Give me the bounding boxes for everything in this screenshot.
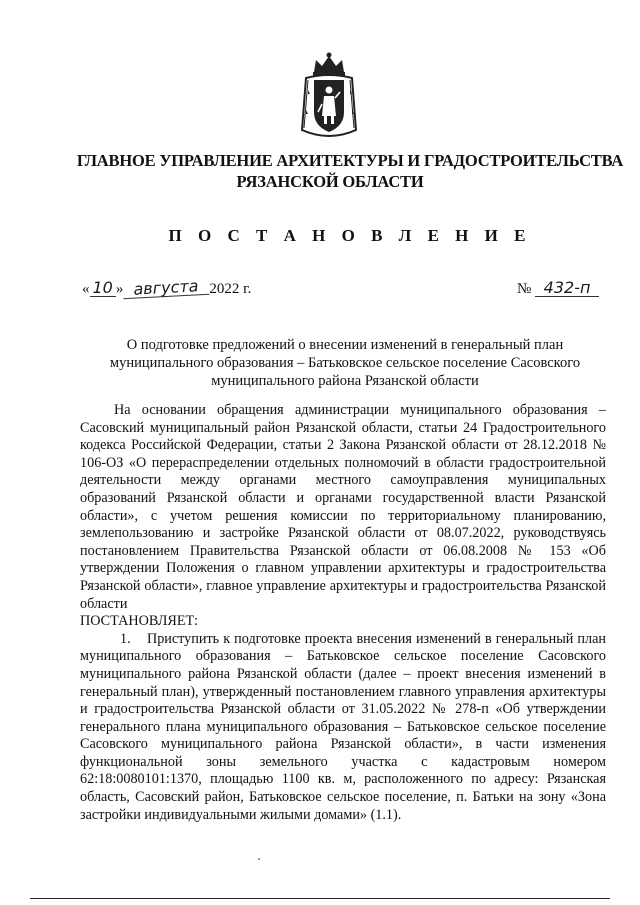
scan-speck: [258, 858, 260, 860]
document-type-title: П О С Т А Н О В Л Е Н И Е: [168, 226, 532, 245]
date-close-quote: »: [115, 281, 124, 297]
number-prefix: №: [517, 281, 532, 297]
item-1-paragraph: 1. Приступить к подготовке проекта внесения изменений в генеральный план муниципального образования – Батьковское сельское поселение Сасовского муниципального района Рязанской области (далее – проект внесения изменений в генеральный план), утвержденный постановлением главного управления архитектуры и градостроительства Рязанской области от 31.05.2022 № 278-п «Об утверждении генерального плана муниципального образования – Батьковское сельское поселение Сасовского муниципального района Рязанской области», в части изменения функциональной зоны земельного участка с кадастровым номером 62:18:0080101:1370, площадью 1100 кв. м, расположенного по адресу: Рязанская область, Сасовский район, Батьковское сельское поселение, п. Батьки на зону «Зона застройки индивидуальными жилыми домами» (1.1).: [80, 630, 606, 823]
date-year: 2022 г.: [209, 281, 252, 297]
document-number: [517, 280, 599, 298]
date-month-handwritten: августа: [123, 278, 210, 299]
subject-line-3: муниципального района Рязанской области: [211, 373, 479, 389]
authority-line-2: РЯЗАНСКОЙ ОБЛАСТИ: [236, 172, 424, 191]
document-date: [82, 276, 252, 299]
subject-line-2: муниципального образования – Батьковское сельское поселение Сасовского: [109, 355, 581, 371]
issuing-authority: [0, 150, 640, 192]
number-handwritten: 432-п: [535, 280, 599, 297]
preamble-paragraph: На основании обращения администрации муниципального образования – Сасовский муниципальный район Рязанской области, статьи 24 Градостроительного кодекса Российской Федерации, статьи 2 Закона Рязанской области от 28.12.2018 № 106-ОЗ «О перераспределении отдельных полномочий в области градостроительной деятельности между органами местного самоуправления муниципальных образований Рязанской области и органами государственной власти Рязанской области», с учетом решения комиссии по территориальному планированию, землепользованию и застройке Рязанской области от 08.07.2022, руководствуясь постановлением Правительства Рязанской области от 06.08.2008 № 153 «Об утверждении Положения о главном управлении архитектуры и градостроительства Рязанской области», главное управление архитектуры и градостроительства Рязанской области: [80, 402, 606, 612]
date-open-quote: «: [82, 281, 90, 297]
page-bottom-rule: [30, 898, 610, 899]
resolves-heading: ПОСТАНОВЛЯЕТ:: [80, 613, 199, 630]
document-body: [80, 402, 606, 824]
coat-of-arms-icon: [298, 50, 360, 142]
document-subject: [80, 336, 610, 390]
subject-line-1: О подготовке предложений о внесении изменений в генеральный план: [126, 337, 564, 353]
date-day-handwritten: 10: [90, 280, 116, 297]
authority-line-1: ГЛАВНОЕ УПРАВЛЕНИЕ АРХИТЕКТУРЫ И ГРАДОСТРОИТЕЛЬСТВА: [76, 151, 624, 170]
